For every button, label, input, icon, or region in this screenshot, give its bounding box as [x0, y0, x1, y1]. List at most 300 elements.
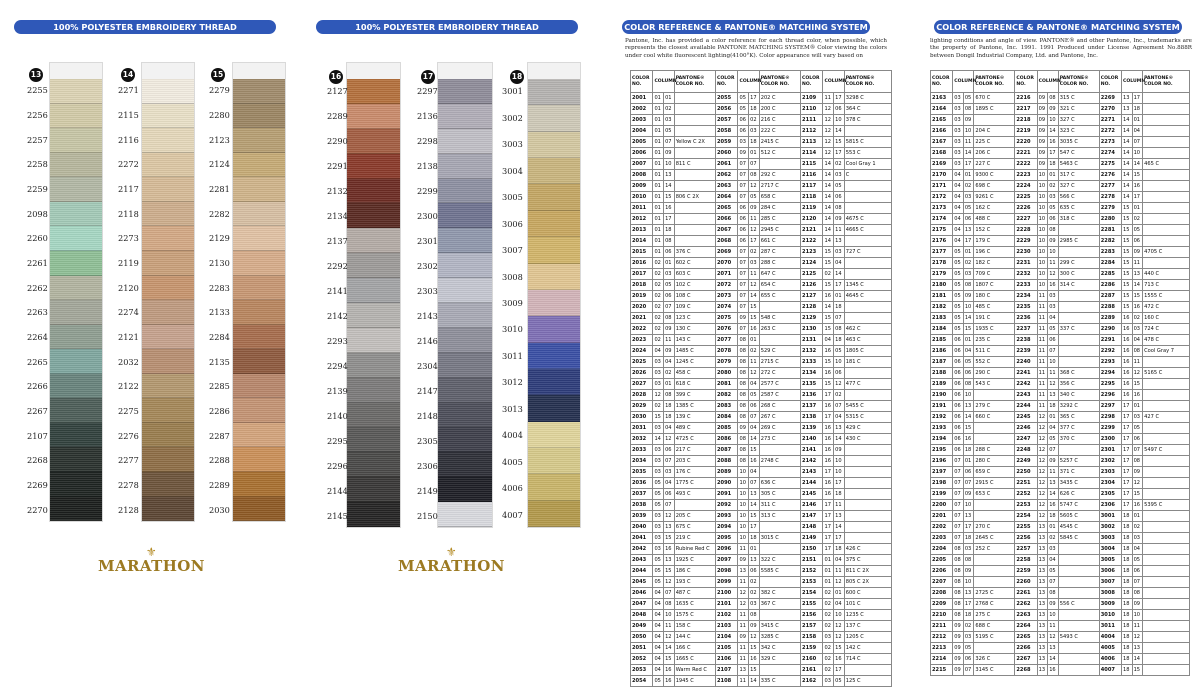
thread-number: 3002 — [502, 112, 523, 123]
column-cell: 04 — [823, 335, 834, 346]
pantone-cell: 367 C — [759, 599, 800, 610]
pantone-cell — [1058, 544, 1099, 555]
thread-number: 3005 — [502, 192, 523, 203]
pantone-cell: 654 C — [759, 280, 800, 291]
fleur-de-lis-icon: ⚜ — [145, 545, 157, 559]
row-cell: 12 — [749, 280, 760, 291]
row-cell: 04 — [1048, 555, 1059, 566]
table-row — [931, 368, 1190, 379]
pantone-cell — [1143, 258, 1190, 269]
column-cell: 07 — [738, 181, 749, 192]
row-cell: 10 — [1132, 610, 1143, 621]
row-cell: 10 — [963, 577, 974, 588]
pantone-cell: 280 C — [974, 456, 1015, 467]
row-cell: 16 — [1048, 665, 1059, 676]
intro-text: lighting conditions and angle of view. PANTONE® and other Pantone, Inc., trademarks are the property of Pantone, Inc. 1991. 1991 Produced under License Agreement No.888R between Dongil Industrial Company, Ltd. and Pantone, Inc. — [930, 38, 1192, 59]
pantone-cell: 5747 C — [1058, 500, 1099, 511]
pantone-cell: 5585 C — [759, 566, 800, 577]
color-number-cell: 2060 — [716, 148, 738, 159]
thread-number: 2305 — [417, 435, 438, 446]
column-cell: 14 — [1122, 115, 1133, 126]
column-cell: 13 — [1037, 544, 1048, 555]
color-number-cell: 2083 — [716, 401, 738, 412]
thread-number: 2298 — [417, 135, 438, 146]
pantone-cell: 275 C — [974, 610, 1015, 621]
color-number-cell: 2105 — [716, 643, 738, 654]
color-number-cell: 2127 — [801, 291, 823, 302]
column-cell: 14 — [823, 192, 834, 203]
color-number-cell: 2197 — [931, 467, 953, 478]
row-cell: 09 — [834, 214, 845, 225]
table-row — [631, 137, 892, 148]
column-cell: 16 — [823, 456, 834, 467]
table-row — [631, 456, 892, 467]
column-cell: 08 — [738, 335, 749, 346]
column-cell: 14 — [1122, 126, 1133, 137]
color-number-cell: 2011 — [631, 203, 653, 214]
color-number-cell: 2235 — [1015, 302, 1037, 313]
column-cell: 13 — [1037, 522, 1048, 533]
fleur-de-lis-icon: ⚜ — [445, 545, 457, 559]
table-row — [631, 313, 892, 324]
row-cell: 10 — [963, 390, 974, 401]
pantone-cell: 326 C — [974, 654, 1015, 665]
pantone-cell — [1058, 643, 1099, 654]
column-cell: 12 — [738, 588, 749, 599]
pantone-cell — [1143, 533, 1190, 544]
table-row — [931, 126, 1190, 137]
thread-swatch — [142, 398, 194, 423]
pantone-cell: 186 C — [674, 566, 715, 577]
thread-swatch — [528, 158, 580, 184]
color-number-cell: 2067 — [716, 225, 738, 236]
table-row — [631, 632, 892, 643]
table-row — [631, 280, 892, 291]
column-cell: 17 — [1122, 401, 1133, 412]
column-cell: 11 — [738, 676, 749, 687]
table-header: COLUMN — [1122, 71, 1143, 93]
color-number-cell: 2302 — [1099, 456, 1121, 467]
row-cell: 15 — [1132, 291, 1143, 302]
column-cell: 05 — [953, 324, 964, 335]
color-number-cell: 2170 — [931, 170, 953, 181]
pantone-cell: 267 C — [759, 412, 800, 423]
thread-swatch — [50, 128, 102, 153]
color-number-cell: 2053 — [631, 665, 653, 676]
column-cell: 04 — [653, 654, 664, 665]
column-cell: 17 — [1122, 412, 1133, 423]
pantone-cell: 5315 C — [844, 412, 891, 423]
pantone-cell: 108 C — [674, 291, 715, 302]
pantone-cell: 200 C — [759, 104, 800, 115]
color-number-cell: 2189 — [931, 379, 953, 390]
row-cell: 10 — [834, 115, 845, 126]
pantone-cell: 653 C — [974, 489, 1015, 500]
color-number-cell: 2205 — [931, 555, 953, 566]
pantone-cell — [1058, 247, 1099, 258]
pantone-cell: 329 C — [759, 654, 800, 665]
pantone-cell — [1143, 115, 1190, 126]
row-cell: 14 — [963, 148, 974, 159]
row-cell: 06 — [664, 291, 675, 302]
thread-number: 2269 — [27, 480, 48, 491]
column-cell: 15 — [1122, 247, 1133, 258]
color-number-cell: 4005 — [1099, 643, 1121, 654]
column-cell: 11 — [1037, 302, 1048, 313]
group-number-badge: 15 — [211, 68, 225, 82]
color-number-cell: 2034 — [631, 456, 653, 467]
thread-swatch — [438, 129, 492, 154]
row-cell: 14 — [834, 126, 845, 137]
thread-number: 2300 — [417, 210, 438, 221]
color-number-cell: 2261 — [1015, 588, 1037, 599]
column-cell: 10 — [1037, 181, 1048, 192]
column-cell: 02 — [823, 610, 834, 621]
row-cell: 16 — [664, 676, 675, 687]
color-number-cell: 2016 — [631, 258, 653, 269]
column-cell: 18 — [1122, 522, 1133, 533]
thread-number: 2030 — [209, 504, 230, 515]
color-number-cell: 2283 — [1099, 247, 1121, 258]
column-cell: 01 — [653, 236, 664, 247]
column-cell: 01 — [653, 170, 664, 181]
color-number-cell: 2227 — [1015, 214, 1037, 225]
row-cell: 05 — [1048, 434, 1059, 445]
thread-number: 2136 — [417, 110, 438, 121]
table-header: COLUMN — [653, 71, 674, 93]
thread-number: 3010 — [502, 324, 523, 335]
table-row — [931, 599, 1190, 610]
color-number-cell: 2218 — [1015, 115, 1037, 126]
row-cell: 15 — [749, 445, 760, 456]
column-cell: 07 — [738, 324, 749, 335]
color-number-cell: 2149 — [801, 533, 823, 544]
pantone-cell: 279 C — [974, 401, 1015, 412]
table-header: PANTONE® COLOR NO. — [974, 71, 1015, 93]
column-cell: 18 — [1122, 610, 1133, 621]
row-cell: 10 — [1048, 610, 1059, 621]
thread-number: 2255 — [27, 85, 48, 96]
pantone-cell: 182 C — [974, 258, 1015, 269]
pantone-cell — [974, 577, 1015, 588]
thread-swatch — [347, 154, 400, 179]
column-cell: 10 — [1037, 258, 1048, 269]
column-cell: 04 — [953, 225, 964, 236]
pantone-cell: 636 C — [759, 478, 800, 489]
row-cell: 17 — [749, 93, 760, 104]
thread-number: 2146 — [417, 335, 438, 346]
row-cell: 05 — [834, 346, 845, 357]
pantone-cell — [844, 445, 891, 456]
brand-logo — [398, 545, 505, 575]
row-cell: 16 — [749, 456, 760, 467]
row-cell: 06 — [1132, 236, 1143, 247]
column-cell: 05 — [953, 269, 964, 280]
table-row — [631, 104, 892, 115]
column-cell: 05 — [953, 302, 964, 313]
color-number-cell: 2143 — [801, 467, 823, 478]
pantone-cell — [1058, 313, 1099, 324]
row-cell: 05 — [963, 203, 974, 214]
table-row — [931, 456, 1190, 467]
row-cell: 13 — [664, 522, 675, 533]
pantone-cell — [974, 423, 1015, 434]
row-cell: 03 — [664, 269, 675, 280]
color-number-cell: 2007 — [631, 159, 653, 170]
pantone-cell: 284 C — [759, 203, 800, 214]
column-cell: 11 — [1037, 313, 1048, 324]
column-cell: 08 — [738, 346, 749, 357]
pantone-cell: 429 C — [844, 423, 891, 434]
color-number-cell: 3006 — [1099, 566, 1121, 577]
color-number-cell: 2144 — [801, 478, 823, 489]
row-cell: 15 — [749, 511, 760, 522]
column-cell: 17 — [1122, 467, 1133, 478]
row-cell: 08 — [963, 280, 974, 291]
row-cell: 13 — [834, 511, 845, 522]
row-cell: 04 — [1048, 313, 1059, 324]
pantone-cell — [974, 566, 1015, 577]
column-cell: 03 — [953, 159, 964, 170]
column-cell: 14 — [1122, 192, 1133, 203]
column-cell: 06 — [953, 423, 964, 434]
column-cell: 14 — [823, 181, 834, 192]
pantone-cell — [1143, 236, 1190, 247]
pantone-cell: Warm Red C — [674, 665, 715, 676]
table-row — [631, 148, 892, 159]
thread-swatch — [50, 423, 102, 448]
color-number-cell: 2306 — [1099, 500, 1121, 511]
column-cell: 05 — [653, 577, 664, 588]
color-number-cell: 2289 — [1099, 313, 1121, 324]
table-header-row — [631, 71, 892, 93]
pantone-cell — [1143, 522, 1190, 533]
color-number-cell: 2081 — [716, 379, 738, 390]
thread-swatch — [347, 328, 400, 353]
pantone-cell — [1058, 445, 1099, 456]
table-row — [631, 566, 892, 577]
row-cell: 17 — [834, 93, 845, 104]
color-number-cell: 2192 — [931, 412, 953, 423]
color-number-cell: 2278 — [1099, 192, 1121, 203]
color-number-cell: 2252 — [1015, 489, 1037, 500]
column-cell: 09 — [1037, 93, 1048, 104]
color-number-cell: 4006 — [1099, 654, 1121, 665]
pantone-cell: 493 C — [674, 489, 715, 500]
thread-swatch — [142, 447, 194, 472]
pantone-cell — [844, 522, 891, 533]
column-cell: 17 — [823, 412, 834, 423]
column-cell: 17 — [1122, 434, 1133, 445]
table-row — [931, 665, 1190, 676]
color-number-cell: 2255 — [1015, 522, 1037, 533]
thread-number: 2260 — [27, 233, 48, 244]
color-number-cell: 2012 — [631, 214, 653, 225]
thread-number: 3006 — [502, 218, 523, 229]
thread-number: 3012 — [502, 377, 523, 388]
thread-number: 3008 — [502, 271, 523, 282]
column-cell: 10 — [738, 478, 749, 489]
color-number-cell: 2206 — [931, 566, 953, 577]
color-number-cell: 2200 — [931, 500, 953, 511]
row-cell: 11 — [664, 621, 675, 632]
row-cell: 03 — [1048, 291, 1059, 302]
row-cell: 06 — [749, 566, 760, 577]
row-cell: 12 — [664, 632, 675, 643]
column-cell: 15 — [1122, 291, 1133, 302]
pantone-cell: 465 C — [1143, 159, 1190, 170]
color-number-cell: 2281 — [1099, 225, 1121, 236]
thread-swatch-card — [141, 62, 195, 522]
pantone-cell — [1143, 423, 1190, 434]
color-number-cell: 2249 — [1015, 456, 1037, 467]
pantone-cell — [674, 214, 715, 225]
table-header: COLOR NO. — [631, 71, 653, 93]
row-cell: 10 — [834, 467, 845, 478]
row-cell: 09 — [664, 324, 675, 335]
column-cell: 13 — [1037, 654, 1048, 665]
color-number-cell: 2190 — [931, 390, 953, 401]
color-number-cell: 2210 — [931, 610, 953, 621]
pantone-cell — [1058, 621, 1099, 632]
pantone-cell: Rubine Red C — [674, 544, 715, 555]
color-number-cell: 2247 — [1015, 434, 1037, 445]
pantone-cell: 430 C — [844, 434, 891, 445]
column-cell: 18 — [1122, 588, 1133, 599]
color-number-cell: 2061 — [716, 159, 738, 170]
color-number-cell: 2023 — [631, 335, 653, 346]
color-number-cell: 2182 — [931, 302, 953, 313]
row-cell: 15 — [749, 665, 760, 676]
thread-swatch — [347, 303, 400, 328]
color-number-cell: 2231 — [1015, 258, 1037, 269]
column-cell: 06 — [738, 214, 749, 225]
row-cell: 17 — [1132, 93, 1143, 104]
pantone-cell — [974, 555, 1015, 566]
table-header: COLOR NO. — [931, 71, 953, 93]
pantone-cell: 806 C 2X — [674, 192, 715, 203]
color-number-cell: 2176 — [931, 236, 953, 247]
column-cell: 15 — [823, 357, 834, 368]
group-number-badge: 13 — [29, 68, 43, 82]
color-number-cell: 2266 — [1015, 643, 1037, 654]
thread-number: 2293 — [327, 335, 348, 346]
pantone-cell: 485 C — [974, 302, 1015, 313]
pantone-cell: 287 C — [759, 247, 800, 258]
pantone-cell — [1143, 93, 1190, 104]
thread-number: 2143 — [417, 310, 438, 321]
pantone-cell: 1945 C — [674, 676, 715, 687]
row-cell: 09 — [963, 566, 974, 577]
column-cell: 15 — [1122, 203, 1133, 214]
color-number-cell: 2193 — [931, 423, 953, 434]
column-cell: 17 — [1122, 489, 1133, 500]
column-cell: 15 — [1122, 269, 1133, 280]
pantone-cell: 698 C — [974, 181, 1015, 192]
pantone-cell: 2645 C — [974, 533, 1015, 544]
thread-swatch — [233, 398, 285, 423]
color-number-cell: 2172 — [931, 192, 953, 203]
table-row — [631, 115, 892, 126]
table-row — [931, 170, 1190, 181]
pantone-cell — [844, 368, 891, 379]
row-cell: 04 — [834, 555, 845, 566]
pantone-cell: 1935 C — [974, 324, 1015, 335]
column-cell: 06 — [738, 115, 749, 126]
thread-number: 2286 — [209, 406, 230, 417]
column-cell: 10 — [1037, 280, 1048, 291]
pantone-cell: 323 C — [1058, 126, 1099, 137]
table-header: COLUMN — [738, 71, 759, 93]
row-cell: 05 — [963, 93, 974, 104]
column-cell: 01 — [653, 115, 664, 126]
table-row — [631, 577, 892, 588]
column-cell: 09 — [953, 665, 964, 676]
thread-swatch — [347, 253, 400, 278]
pantone-cell — [974, 511, 1015, 522]
pantone-reference-page-1 — [600, 0, 900, 684]
table-header: PANTONE® COLOR NO. — [674, 71, 715, 93]
row-cell: 04 — [664, 478, 675, 489]
pantone-cell: 2715 C — [759, 357, 800, 368]
table-row — [931, 269, 1190, 280]
thread-number-column — [118, 78, 139, 522]
pantone-cell: 123 C — [674, 313, 715, 324]
column-cell: 18 — [1122, 621, 1133, 632]
pantone-cell: 553 C — [844, 148, 891, 159]
color-number-cell: 2203 — [931, 533, 953, 544]
thread-swatch — [347, 79, 400, 104]
color-number-cell: 2099 — [716, 577, 738, 588]
row-cell: 13 — [749, 489, 760, 500]
color-number-cell: 2204 — [931, 544, 953, 555]
row-cell: 01 — [834, 588, 845, 599]
thread-number: 2119 — [118, 258, 139, 269]
thread-swatch — [142, 300, 194, 325]
pantone-cell: 166 C — [674, 643, 715, 654]
row-cell: 03 — [834, 247, 845, 258]
row-cell: 08 — [963, 104, 974, 115]
row-cell: 15 — [834, 137, 845, 148]
pantone-cell — [674, 500, 715, 511]
pantone-cell — [844, 500, 891, 511]
color-number-cell: 2047 — [631, 599, 653, 610]
column-cell: 16 — [1122, 313, 1133, 324]
thread-swatch — [347, 104, 400, 129]
column-cell: 03 — [653, 544, 664, 555]
thread-swatch — [142, 497, 194, 522]
row-cell: 09 — [749, 621, 760, 632]
row-cell: 15 — [834, 643, 845, 654]
column-cell: 01 — [823, 577, 834, 588]
pantone-cell — [844, 203, 891, 214]
color-number-cell: 2163 — [931, 93, 953, 104]
pantone-cell: 305 C — [759, 489, 800, 500]
color-number-cell: 2265 — [1015, 632, 1037, 643]
column-cell: 08 — [953, 555, 964, 566]
row-cell: 05 — [1132, 225, 1143, 236]
pantone-cell: 4645 C — [844, 291, 891, 302]
column-cell: 10 — [1037, 214, 1048, 225]
row-cell: 14 — [749, 676, 760, 687]
color-number-cell: 2216 — [1015, 93, 1037, 104]
pantone-cell — [1143, 544, 1190, 555]
pantone-cell: 2717 C — [759, 181, 800, 192]
color-number-cell: 2293 — [1099, 357, 1121, 368]
column-cell: 15 — [823, 379, 834, 390]
color-number-cell: 2018 — [631, 280, 653, 291]
table-row — [631, 434, 892, 445]
